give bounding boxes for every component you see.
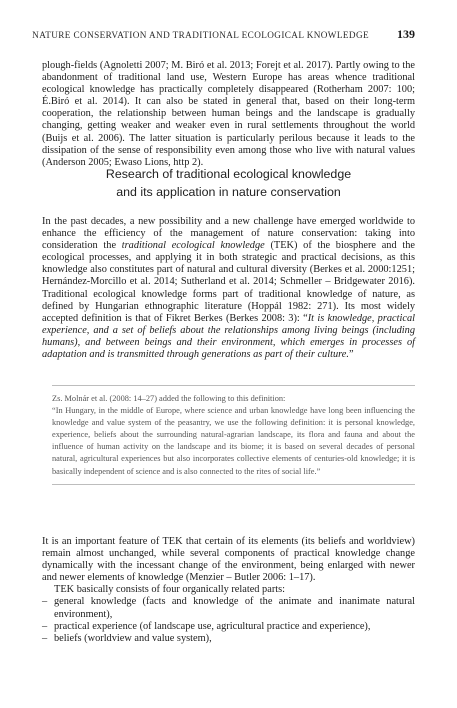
para-text: In the past decades, a new possibility and a new challenge have emerged worldwide to enhance the efficiency of the management of nature conservation: taking into consideration the (42, 216, 415, 252)
paragraph-tek-feature: It is an important feature of TEK that certain of its elements (its beliefs and worldview) remain almost unchanged, while several components of practical knowledge change dynamically with the incessant change of the environment, being enlarged with newer and newer elements of knowledge (Menzier – Butler 2006: 1–17). (42, 536, 415, 584)
paragraph-continuation: plough-fields (Agnoletti 2007; M. Biró et al. 2013; Forejt et al. 2017). Partly owing to the abandonment of traditional land use, Western Europe has areas whence traditional ecological knowledge has practically completely disappeared (Rotherham 2007: 100; É.Biró et al. 2014). It can also be stated in general that, based on their long-term cooperation, the relationship between human beings and the landscape is gradually changing, getting weaker and weaker even in rural settlements throughout the world (Buijs et al. 2006). The latter situation is particularly perilous because it leads to the dissipation of the sense of responsibility even among those who live with natural values (Anderson 2005; Ewaso Lions, http 2). (42, 60, 415, 168)
quote-intro: Zs. Molnár et al. (2008: 14–27) added the following to this definition: (52, 394, 286, 403)
list-item: – general knowledge (facts and knowledge of the animate and inanimate natural environment), (42, 596, 415, 620)
section-heading-line-1: Research of traditional ecological knowledge (105, 167, 352, 181)
para-text: (TEK) of the biosphere and the ecological processes, and applying it in both strategic and practical decisions, as this knowledge also constitutes part of natural and cultural diversity (Berkes et al. 2000:1251; Hernández-Morcillo et al. 2014; Sutherland et al. 2014; Schmeller – Bridgewater 2016). Traditional ecological knowledge forms part of traditional knowledge of nature, as defined by Hungarian ethnographic literature (Hoppál 1982: 271). Its most widely accepted definition is that of Fikret Berkes (Berkes 2008: 3): “ (42, 240, 415, 324)
body-text-section (42, 216, 415, 361)
paragraph-tek-parts: TEK basically consists of four organically related parts: (54, 584, 286, 596)
tek-term: traditional ecological knowledge (121, 240, 265, 252)
list-item: – beliefs (worldview and value system), (42, 633, 415, 645)
body-text-top (42, 60, 415, 169)
para-text: ” (348, 349, 354, 361)
tek-parts-list (42, 596, 415, 644)
section-heading-line-2: and its application in nature conservation (116, 185, 341, 199)
list-item: – practical experience (of landscape use, agricultural practice and experience), (42, 621, 415, 633)
running-title: NATURE CONSERVATION AND TRADITIONAL ECOLOGICAL KNOWLEDGE (32, 30, 369, 40)
running-header (0, 28, 457, 44)
body-text-bottom (42, 536, 415, 645)
paragraph-tek-intro (42, 216, 415, 361)
page-number: 139 (397, 27, 415, 41)
quote-box (52, 385, 415, 485)
section-heading (42, 165, 415, 201)
quote-text: “In Hungary, in the middle of Europe, where science and urban knowledge have long been influencing the knowledge and value system of the peasantry, we use the following definition: it is personal knowledge, experience, beliefs about the surrounding natural-agrarian landscape, its flora and fauna and about the influence of human activity on the landscape and its biome; it is based on several decades of personal natural, agricultural experiences but also incorporates collective elements of centuries-old knowledge; it is basically independent of science and is also connected to the rites of social life.” (52, 406, 415, 476)
berkes-definition: It is knowledge, practical experience, and a set of beliefs about the relationships among living beings (including humans), and between beings and their environment, which emerges in processes of adaptation and is transmitted through generations as part of their culture. (42, 312, 415, 361)
